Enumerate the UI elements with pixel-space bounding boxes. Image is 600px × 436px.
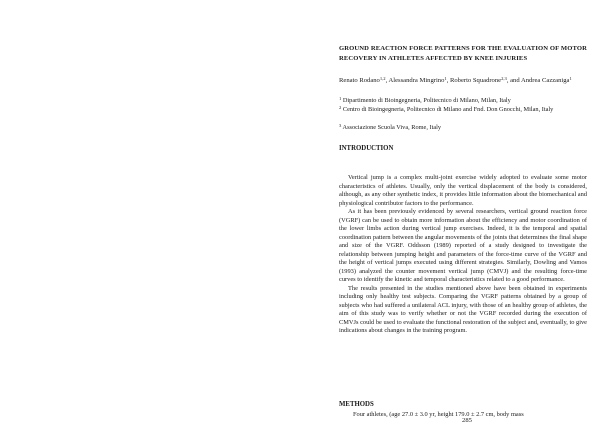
author: Renato Rodano$^{1,2}$, (339, 76, 389, 84)
methods-heading: METHODS (339, 401, 374, 408)
intro-paragraph-2: As it has been previously evidenced by several researchers, vertical ground reaction force (VGRF) can be used to obtain more information about the efficiency and motor coordination of the lower limbs action during vertical jump exercises. Indeed, it is the temporal and spatial coordination pattern between the angular movements of the joints that determines the final shape and size of the VGRF. Oddsson (1989) reported of a study designed to investigate the relationship between jumping height and parameters of the force-time curve of the VGRF and the height of vertical jumps executed using different strategies. Similarly, Dowling and Vamos (1993) analyzed the counter movement vertical jump (CMVJ) and the resulting force-time curves to identify the kinetic and temporal characteristics related to a good performance. (339, 208, 587, 284)
author: Alessandra Mingrino$^1$, (388, 76, 450, 84)
affiliation-2: $^2$ Centro di Bioingegneria, Politecnico di Milano and Fnd. Don Gnocchi, Milan, Italy (339, 105, 554, 113)
methods-paragraph: Four athletes, (age 27.0 ± 3.0 yr, height 179.0 ± 2.7 cm, body mass (353, 411, 524, 418)
page-number: 285 (462, 417, 472, 424)
affiliation-1: $^1$ Dipartimento di Bioingegneria, Politecnico di Milano, Milan, Italy (339, 96, 511, 104)
intro-paragraph-3: The results presented in the studies mentioned above have been obtained in experiments including only healthy test subjects. Comparing the VGRF patterns obtained by a group of subjects who had suffered a unilateral ACL injury, with those of an healthy group of athletes, the aim of this study was to verify whether or not the VGRF recorded during the execution of CMVJs could be used to evaluate the functional restoration of the subject and, eventually, to give indications about changes in the training program. (339, 284, 587, 335)
affiliation-3: $^3$ Associazione Scuola Viva, Rome, Italy (339, 123, 442, 131)
introduction-heading: INTRODUCTION (339, 145, 394, 152)
intro-paragraph-1: Vertical jump is a complex multi-joint exercise widely adopted to evaluate some motor characteristics of athletes. Usually, only the vertical displacement of the body is considered, although, as any other synthetic index, it provides little information about the biomechanical and physiological contributor factors to the performance. (339, 174, 587, 207)
paper-title: GROUND REACTION FORCE PATTERNS FOR THE EVALUATION OF MOTOR RECOVERY IN ATHLETES AFFECTED BY KNEE INJURIES (339, 45, 587, 62)
author-list (339, 76, 587, 86)
introduction-body (339, 174, 587, 336)
author: Roberto Squadrone$^{2,3}$, and (449, 76, 521, 84)
author: Andrea Cazzaniga$^1$ (520, 76, 572, 84)
